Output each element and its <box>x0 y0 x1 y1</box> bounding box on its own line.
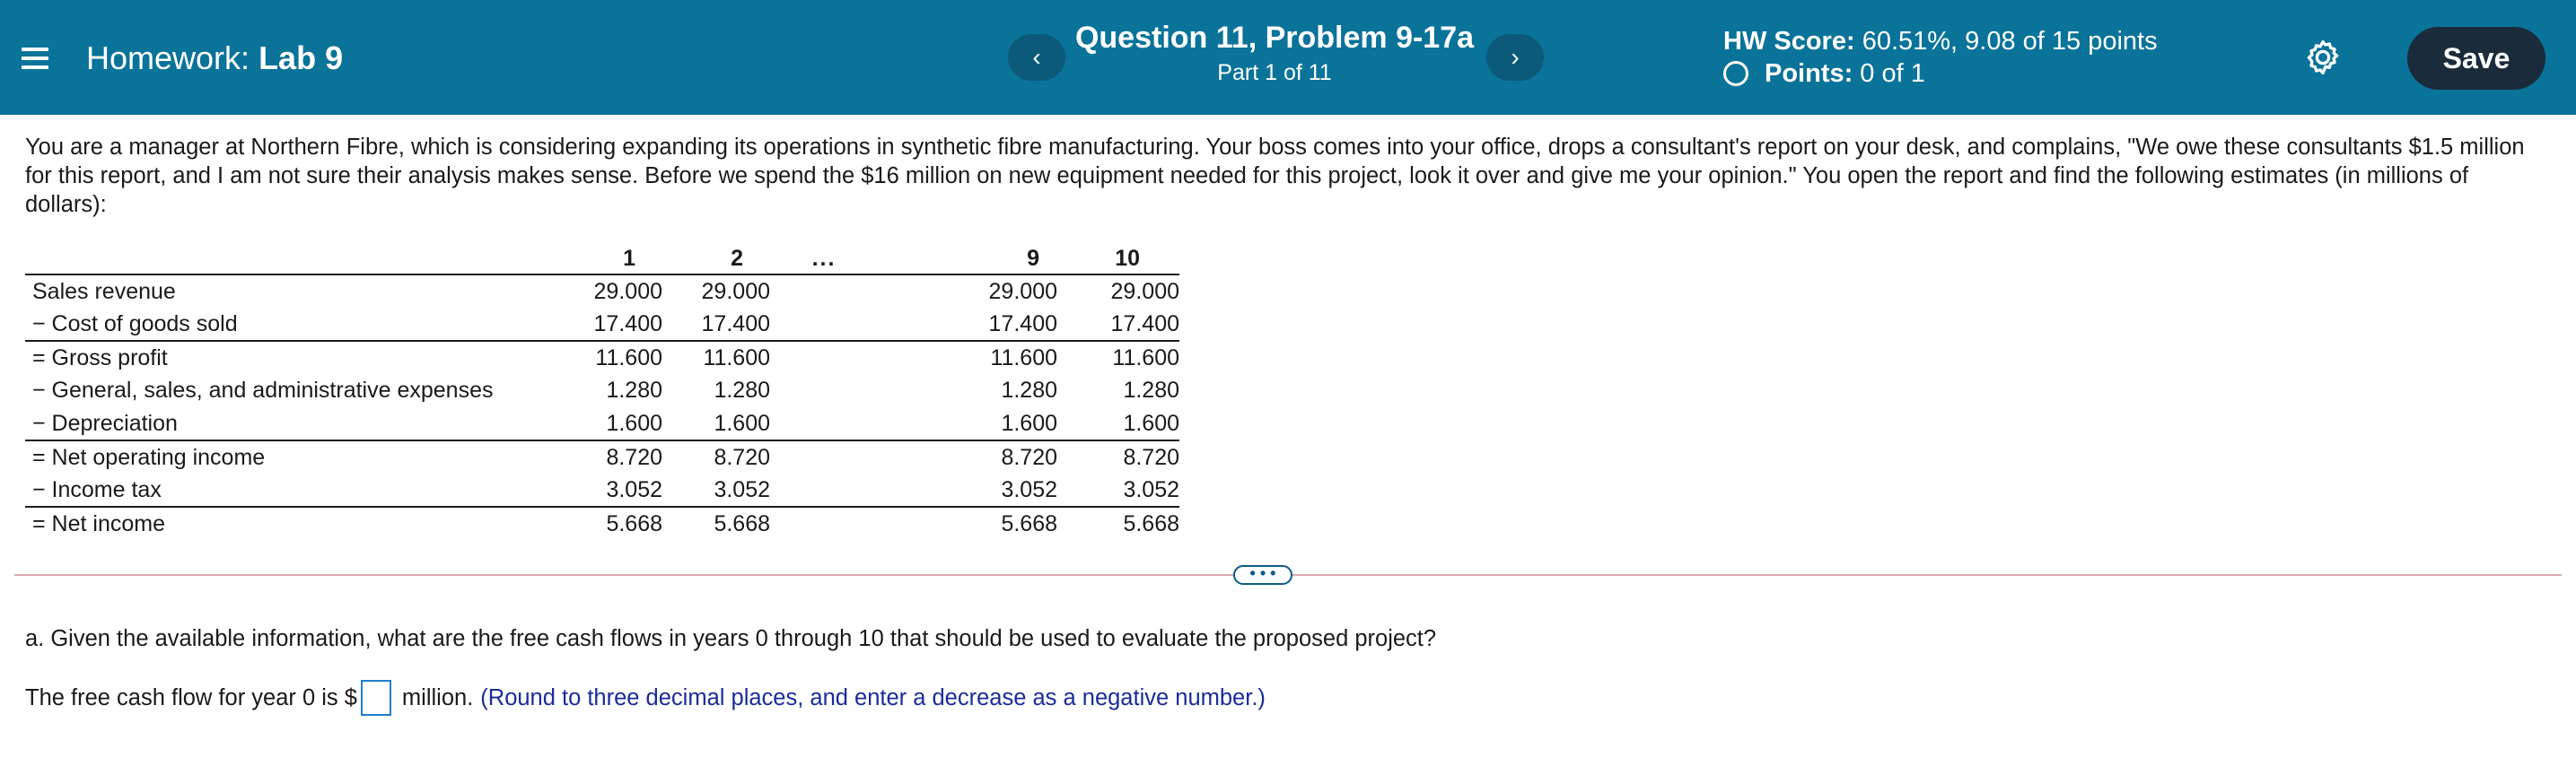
row-label: Sales revenue <box>25 274 555 308</box>
points-status-circle-icon <box>1723 61 1748 86</box>
problem-statement: You are a manager at Northern Fibre, which is considering expanding its operations in synthetic fibre manufacturing. Your boss comes into your office, drops a consultant's report on your desk, and complains, "We owe these consultants $1.5 million for this report, and I am not sure their analysis makes sense. Before we spend the $16 million on new equipment needed for this project, look it over and give me your opinion." You open the report and find the following estimates (in millions of dollars): <box>25 135 2525 217</box>
hamburger-menu-icon[interactable] <box>22 45 48 72</box>
table-header-ellipsis: ... <box>811 246 837 271</box>
homework-name: Lab 9 <box>258 39 344 76</box>
row-value: 11.600 <box>662 341 770 374</box>
answer-hint: (Round to three decimal places, and enter a decrease as a negative number.) <box>480 685 1266 710</box>
row-value: 1.600 <box>1001 410 1057 436</box>
row-value: 17.400 <box>988 310 1057 336</box>
table-header-year: 9 <box>1027 246 1039 271</box>
row-value: 1.280 <box>1123 378 1179 403</box>
hw-score-label: HW Score: <box>1723 27 1855 56</box>
row-label: − General, sales, and administrative expenses <box>32 378 494 403</box>
next-question-button[interactable]: › <box>1486 34 1544 81</box>
row-value: 11.600 <box>555 341 662 374</box>
row-value: 1.600 <box>714 410 770 436</box>
row-label: − Depreciation <box>32 410 178 436</box>
row-value: 5.668 <box>1057 507 1179 540</box>
row-value: 3.052 <box>714 476 770 502</box>
row-value: 8.720 <box>878 440 1057 474</box>
row-value: 29.000 <box>878 274 1057 308</box>
row-value: 3.052 <box>1001 476 1057 502</box>
hw-score <box>1723 25 2158 57</box>
row-value: 3.052 <box>606 476 662 502</box>
row-value: 5.668 <box>878 507 1057 540</box>
row-value: 1.600 <box>1123 410 1179 436</box>
table-row <box>25 374 1179 407</box>
ellipsis-cell <box>770 274 878 308</box>
row-value: 1.280 <box>714 378 770 403</box>
row-value: 29.000 <box>662 274 770 308</box>
row-label: = Net income <box>25 507 555 540</box>
income-statement-table <box>25 240 1179 540</box>
row-value: 29.000 <box>555 274 662 308</box>
expand-more-button[interactable]: • • • <box>1233 565 1292 585</box>
top-bar <box>0 0 2576 115</box>
free-cash-flow-year0-input[interactable] <box>361 680 391 716</box>
row-label: = Gross profit <box>25 341 555 374</box>
answer-line <box>25 680 1266 716</box>
save-button[interactable]: Save <box>2407 27 2545 90</box>
previous-question-button[interactable]: ‹ <box>1008 34 1065 81</box>
table-header-blank <box>25 240 555 274</box>
table-row <box>25 440 1179 474</box>
row-value: 8.720 <box>555 440 662 474</box>
table-header-year: 2 <box>731 246 743 271</box>
gear-icon[interactable] <box>2303 38 2343 77</box>
question-title: Question 11, Problem 9-17a <box>1074 21 1475 55</box>
ellipsis-cell <box>770 474 878 507</box>
question-part: Part 1 of 11 <box>1217 60 1332 85</box>
table-row <box>25 474 1179 507</box>
row-value: 3.052 <box>1123 476 1179 502</box>
row-value: 17.400 <box>593 310 662 336</box>
row-value: 11.600 <box>878 341 1057 374</box>
ellipsis-cell <box>770 374 878 407</box>
row-value: 17.400 <box>1110 310 1179 336</box>
question-points <box>1723 57 1925 90</box>
row-value: 1.280 <box>606 378 662 403</box>
table-row <box>25 274 1179 308</box>
ellipsis-cell <box>770 308 878 341</box>
row-value: 5.668 <box>555 507 662 540</box>
ellipsis-cell <box>770 507 878 540</box>
row-value: 17.400 <box>701 310 770 336</box>
answer-suffix: million. <box>401 685 474 710</box>
row-label: − Cost of goods sold <box>32 310 238 336</box>
hw-score-value: 60.51%, 9.08 of 15 points <box>1862 27 2158 56</box>
homework-title <box>86 39 343 77</box>
table-header-year: 1 <box>623 246 635 271</box>
row-value: 11.600 <box>1057 341 1179 374</box>
homework-prefix: Homework: <box>86 39 250 76</box>
question-part-a: a. Given the available information, what are the free cash flows in years 0 through 10 that should be used to evaluate the proposed project? <box>25 626 1437 651</box>
table-header-row <box>25 240 1179 274</box>
ellipsis-cell <box>770 440 878 474</box>
table-row <box>25 341 1179 374</box>
row-value: 5.668 <box>662 507 770 540</box>
row-value: 8.720 <box>662 440 770 474</box>
ellipsis-cell <box>770 407 878 440</box>
points-label: Points: <box>1765 59 1853 88</box>
row-value: 1.600 <box>606 410 662 436</box>
row-value: 8.720 <box>1057 440 1179 474</box>
table-row <box>25 407 1179 440</box>
table-row <box>25 308 1179 341</box>
table-header-year: 10 <box>1115 246 1140 271</box>
ellipsis-cell <box>770 341 878 374</box>
row-value: 1.280 <box>1001 378 1057 403</box>
answer-prefix: The free cash flow for year 0 is $ <box>25 685 357 710</box>
row-label: = Net operating income <box>25 440 555 474</box>
row-value: 29.000 <box>1057 274 1179 308</box>
table-row <box>25 507 1179 540</box>
row-label: − Income tax <box>32 476 162 502</box>
points-value: 0 of 1 <box>1860 59 1925 88</box>
